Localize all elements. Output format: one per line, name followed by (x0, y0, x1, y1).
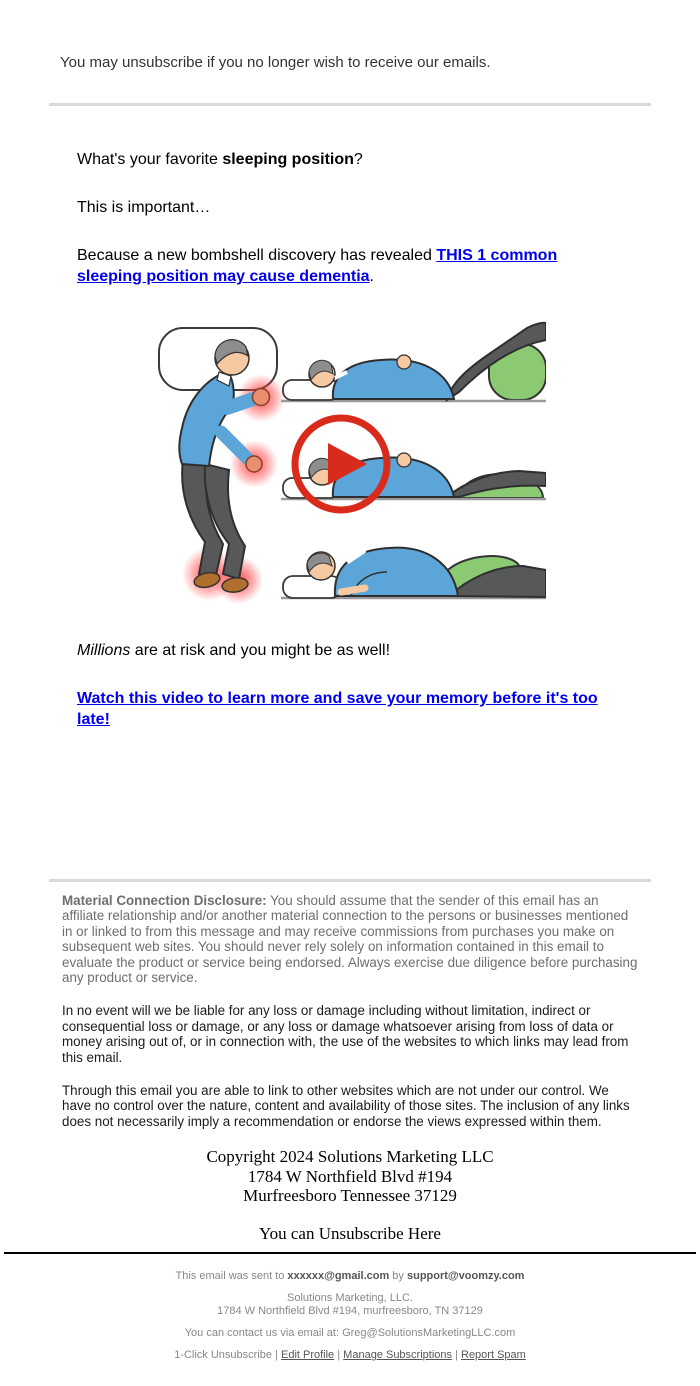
question-paragraph (77, 149, 615, 170)
sleep-row-back-knee-pillow (281, 453, 546, 499)
vertical-spacer (0, 757, 700, 879)
discovery-paragraph (77, 245, 615, 287)
company-address-line2: Murfreesboro Tennessee 37129 (243, 1186, 457, 1206)
sleeping-positions-illustration (151, 314, 546, 604)
manage-subscriptions-link[interactable]: Manage Subscriptions (343, 1349, 453, 1362)
important-paragraph: This is important… (77, 199, 211, 216)
discovery-prefix: Because a new bombshell discovery has revealed (77, 247, 437, 264)
video-thumbnail[interactable] (151, 314, 546, 604)
recipient-email: xxxxxx@gmail.com (287, 1270, 390, 1283)
question-suffix: ? (353, 151, 363, 168)
footer-section (0, 1254, 700, 1378)
link-separator: | (272, 1349, 281, 1362)
copyright-line: Copyright 2024 Solutions Marketing LLC (206, 1147, 494, 1167)
sent-by-label: by (389, 1270, 407, 1283)
links-disclaimer-paragraph: Through this email you are able to link to other websites which are not under our control. We have no control over the nature, content and availability of those sites. The inclusion of any links does not necessarily imply a recommendation or endorse the views expressed within them. (62, 1083, 630, 1129)
footer-company-name: Solutions Marketing, LLC. (287, 1292, 413, 1305)
one-click-unsubscribe-link[interactable]: 1-Click Unsubscribe (174, 1349, 272, 1362)
contact-line: You can contact us via email at: Greg@SolutionsMarketingLLC.com (184, 1327, 516, 1340)
question-prefix: What's your favorite (77, 151, 223, 168)
disclosure-paragraph (62, 893, 640, 985)
link-separator: | (334, 1349, 344, 1362)
footer-company-lines (20, 1292, 680, 1318)
company-address-line1: 1784 W Northfield Blvd #194 (247, 1166, 453, 1186)
liability-paragraph: In no event will we be liable for any loss or damage including without limitation, indirect or consequential loss or damage, or any loss or damage whatsoever arising from loss of data or money arising out of, or in connection with, the use of the websites to which links may lead from this email. (62, 1003, 629, 1065)
disclosure-label: Material Connection Disclosure: (62, 893, 267, 908)
company-block (0, 1147, 700, 1243)
risk-rest: are at risk and you might be as well! (130, 642, 391, 659)
sent-prefix: This email was sent to (175, 1270, 288, 1283)
footer-links-line (20, 1349, 680, 1362)
discovery-suffix: . (369, 268, 374, 285)
sleep-row-side (281, 548, 546, 602)
footer-company-address: 1784 W Northfield Blvd #194, murfreesboro, TN 37129 (217, 1305, 483, 1318)
email-body (0, 106, 700, 730)
preheader-text: You may unsubscribe if you no longer wish to receive our emails. (60, 54, 491, 71)
link-separator: | (452, 1349, 461, 1362)
edit-profile-link[interactable]: Edit Profile (280, 1349, 335, 1362)
cta-paragraph (77, 688, 615, 730)
risk-paragraph (77, 640, 615, 661)
sender-email: support@voomzy.com (406, 1270, 525, 1283)
watch-video-link[interactable]: Watch this video to learn more and save your memory before it's too late! (77, 690, 598, 728)
question-bold: sleeping position (222, 151, 354, 168)
disclosure-text: You should assume that the sender of this email has an affiliate relationship and/or another material connection to the persons or businesses mentioned in or linked to from this message and may receive commissions from purchases you make on subsequent web sites. You should never rely solely on information contained in this email to evaluate the product or service being endorsed. Always exercise due diligence before purchasing any product or service. (62, 893, 638, 986)
legal-section (0, 882, 700, 1129)
sent-to-line (20, 1270, 680, 1283)
pain-man-figure (159, 328, 285, 604)
sleep-row-back-bolster (281, 323, 546, 401)
report-spam-link[interactable]: Report Spam (461, 1349, 526, 1362)
risk-italic: Millions (77, 642, 131, 659)
dementia-link[interactable]: THIS 1 common sleeping position may cause dementia (77, 247, 558, 285)
unsubscribe-here-link[interactable]: You can Unsubscribe Here (259, 1223, 441, 1243)
